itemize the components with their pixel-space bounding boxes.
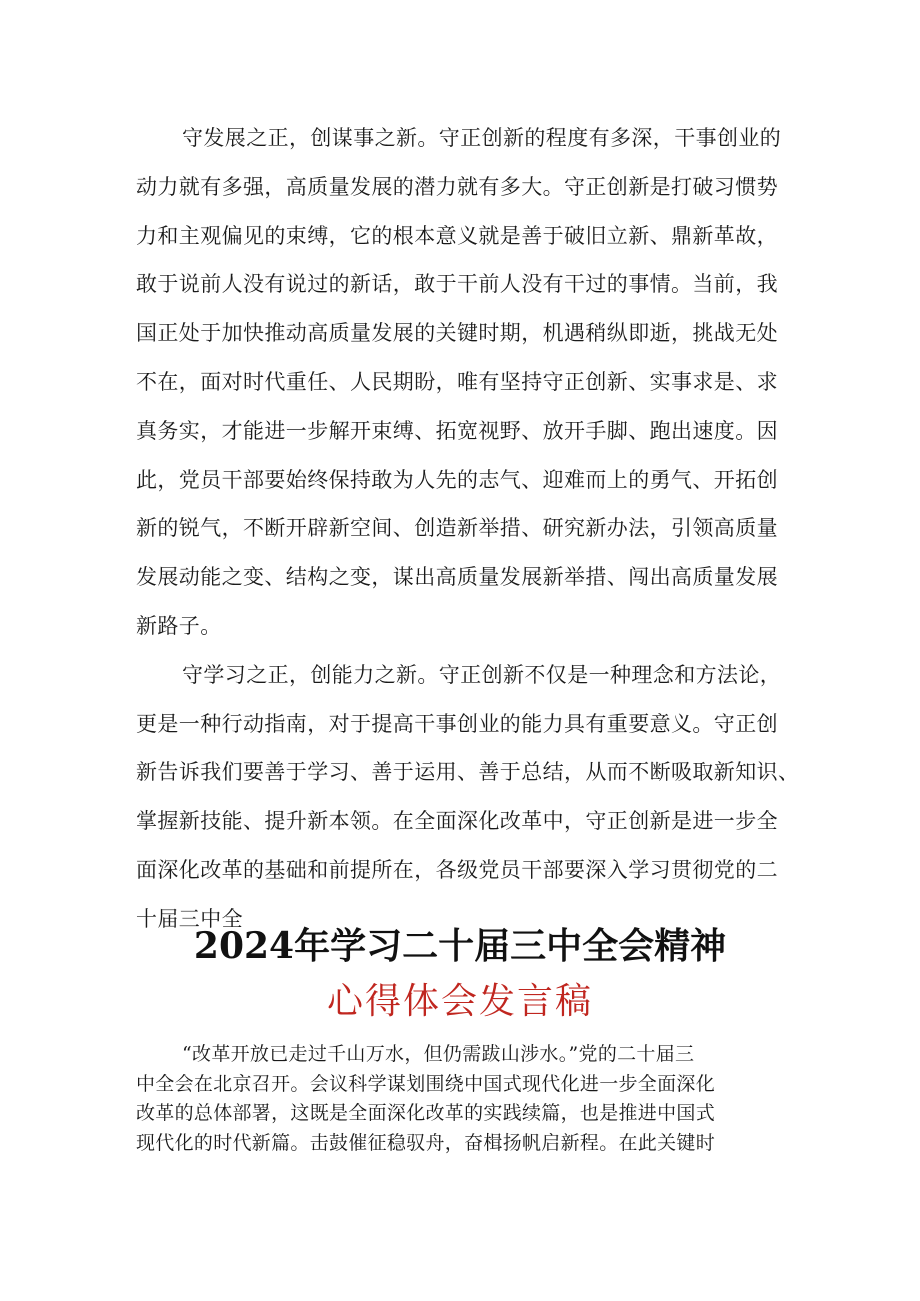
text-line: 国正处于加快推动高质量发展的关键时期，机遇稍纵即逝，挑战无处 <box>136 321 778 346</box>
text-line: 此，党员干部要始终保持敢为人先的志气、迎难而上的勇气、开拓创 <box>136 467 778 492</box>
text-line: 掌握新技能、提升新本领。在全面深化改革中，守正创新是进一步全 <box>136 809 778 834</box>
text-line: 真务实，才能进一步解开束缚、拓宽视野、放开手脚、跑出速度。因 <box>136 418 778 443</box>
text-line: 力和主观偏见的束缚，它的根本意义就是善于破旧立新、鼎新革故， <box>136 223 778 248</box>
text-line: 守发展之正，创谋事之新。守正创新的程度有多深，干事创业的 <box>182 126 782 150</box>
paragraph-develop <box>136 114 796 651</box>
speech-intro-section <box>136 1040 796 1158</box>
text-line: 新的锐气，不断开辟新空间、创造新举措、研究新办法，引领高质量 <box>136 516 778 541</box>
text-line: 新路子。 <box>136 613 222 638</box>
paragraph-intro <box>136 1040 796 1158</box>
body-text-section <box>136 114 800 944</box>
text-line: 改革的总体部署，这既是全面深化改革的实践续篇，也是推进中国式 <box>136 1102 716 1124</box>
text-line: 中全会在北京召开。会议科学谋划围绕中国式现代化进一步全面深化 <box>136 1072 716 1095</box>
text-line: 更是一种行动指南，对于提高干事创业的能力具有重要意义。守正创 <box>136 711 778 736</box>
paragraph-study <box>136 651 800 944</box>
document-title: 2024年学习二十届三中全会精神 <box>193 925 727 967</box>
text-line: 守学习之正，创能力之新。守正创新不仅是一种理念和方法论， <box>182 662 782 687</box>
text-line: 发展动能之变、结构之变，谋出高质量发展新举措、闯出高质量发展 <box>136 565 778 590</box>
text-line: 不在，面对时代重任、人民期盼，唯有坚持守正创新、实事求是、求 <box>136 369 778 394</box>
text-line: 动力就有多强，高质量发展的潜力就有多大。守正创新是打破习惯势 <box>136 174 778 199</box>
text-line: 敢于说前人没有说过的新话，敢于干前人没有干过的事情。当前，我 <box>136 272 778 297</box>
text-line: 面深化改革的基础和前提所在，各级党员干部要深入学习贯彻党的二 <box>136 857 778 882</box>
document-subtitle: 心得体会发言稿 <box>326 981 593 1022</box>
text-line: 十届三中全 <box>136 906 243 931</box>
text-line: “改革开放已走过千山万水，但仍需跋山涉水。”党的二十届三 <box>182 1043 695 1065</box>
text-line: 现代化的时代新篇。击鼓催征稳驭舟，奋楫扬帆启新程。在此关键时 <box>136 1131 716 1154</box>
text-line: 新告诉我们要善于学习、善于运用、善于总结，从而不断吸取新知识、 <box>136 760 800 785</box>
